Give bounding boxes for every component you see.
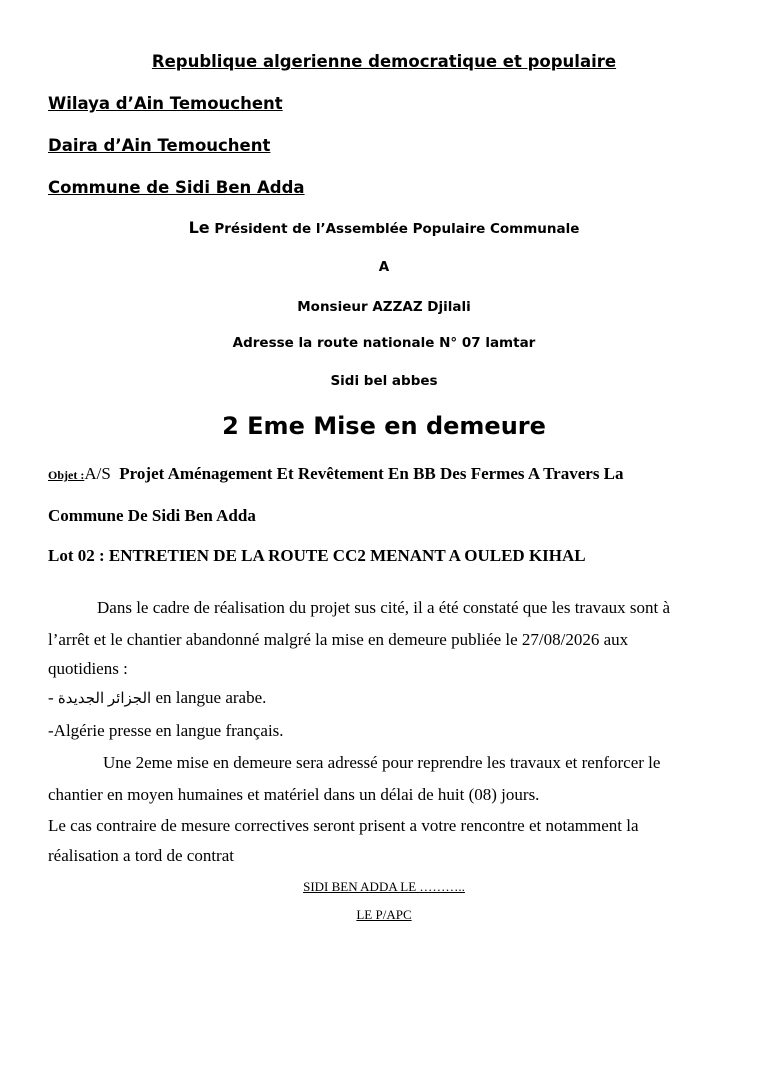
- recipient-address: Adresse la route nationale N° 07 lamtar: [232, 335, 536, 351]
- sender-prefix: Le: [188, 218, 210, 237]
- paragraph-3-line-1: Le cas contraire de mesure correctives seront prisent a votre rencontre et notamment la: [48, 816, 639, 835]
- objet-label: Objet :: [48, 468, 85, 482]
- list-item-arabic-suffix: en langue arabe.: [151, 688, 267, 707]
- objet-text-1: Projet Aménagement Et Revêtement En BB Des Fermes A Travers La: [119, 464, 624, 483]
- list-item-arabic: [48, 688, 266, 708]
- commune-heading: Commune de Sidi Ben Adda: [48, 178, 305, 197]
- wilaya-heading: Wilaya d’Ain Temouchent: [48, 94, 283, 113]
- document-title: 2 Eme Mise en demeure: [222, 412, 546, 440]
- paragraph-1-line-1: Dans le cadre de réalisation du projet sus cité, il a été constaté que les travaux sont à: [97, 598, 671, 617]
- paragraph-2-line-1: Une 2eme mise en demeure sera adressé pour reprendre les travaux et renforcer le: [103, 753, 661, 772]
- arabic-newspaper-name: الجزائر الجديدة: [57, 691, 152, 707]
- republic-heading: Republique algerienne democratique et populaire: [151, 52, 617, 71]
- objet-prefix: A/S: [84, 464, 111, 483]
- recipient-city: Sidi bel abbes: [330, 373, 438, 389]
- to-label: A: [378, 259, 390, 275]
- objet-line-2: Commune De Sidi Ben Adda: [48, 506, 256, 525]
- list-dash: -: [48, 688, 58, 707]
- recipient-name: Monsieur AZZAZ Djilali: [297, 299, 471, 315]
- lot-line: Lot 02 : ENTRETIEN DE LA ROUTE CC2 MENANT A OULED KIHAL: [48, 546, 586, 565]
- paragraph-1-line-3: quotidiens :: [48, 659, 128, 678]
- paragraph-1-line-2: l’arrêt et le chantier abandonné malgré la mise en demeure publiée le 27/08/2026 aux: [48, 630, 629, 649]
- daira-heading: Daira d’Ain Temouchent: [48, 136, 271, 155]
- signature-signatory: LE P/APC: [356, 907, 412, 922]
- sender-line: [0, 218, 768, 237]
- paragraph-2-line-2: chantier en moyen humaines et matériel dans un délai de huit (08) jours.: [48, 785, 540, 804]
- sender-title: Président de l’Assemblée Populaire Communale: [209, 221, 580, 237]
- paragraph-3-line-2: réalisation a tord de contrat: [48, 846, 234, 865]
- list-item-french: -Algérie presse en langue français.: [48, 721, 284, 740]
- objet-line-1: [48, 464, 624, 484]
- signature-place-date: SIDI BEN ADDA LE ………..: [303, 879, 465, 894]
